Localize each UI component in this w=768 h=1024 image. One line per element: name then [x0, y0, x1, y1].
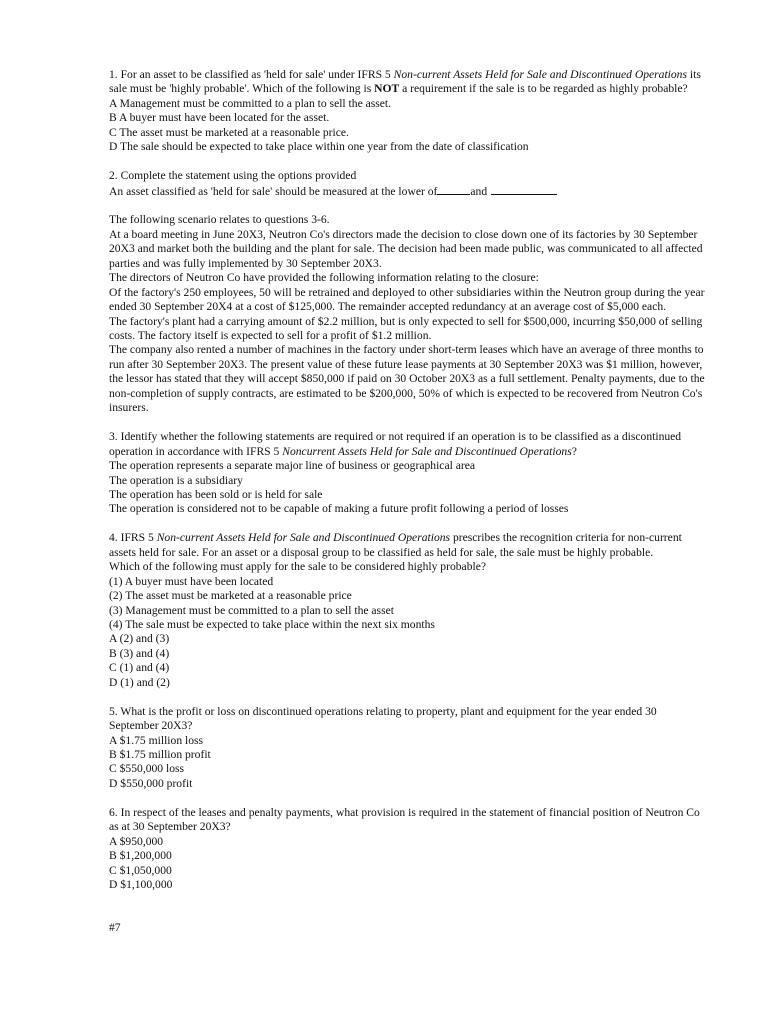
scenario-paragraph-4: The factory's plant had a carrying amount of $2.2 million, but is only expected to sell for $500,000, incurring $50,000 of selling costs. The factory itself is expected to sell for a profit of $1.2 million.	[109, 314, 703, 343]
question-4-criterion-3: (3) Management must be committed to a plan to sell the asset	[109, 603, 394, 617]
question-3	[109, 430, 709, 517]
question-5-option-b: B $1.75 million profit	[109, 747, 211, 761]
question-6-stem: 6. In respect of the leases and penalty payments, what provision is required in the statement of financial position of Neutron Co as at 30 September 20X3?	[109, 805, 700, 834]
question-4	[109, 531, 709, 690]
scenario-paragraph-1: At a board meeting in June 20X3, Neutron Co's directors made the decision to close down one of its factories by 30 September 20X3 and market both the building and the plant for sale. The decision had been made public, was communicated to all affected parties and was fully implemented by 30 September 20X3.	[109, 227, 703, 270]
question-6	[109, 806, 709, 893]
scenario	[109, 213, 709, 415]
question-4-stem: 4. IFRS 5 Non-current Assets Held for Sale and Discontinued Operations prescribes the recognition criteria for non-current assets held for sale. For an asset or a disposal group to be classified as held for sale, the sale must be highly probable.	[109, 531, 682, 559]
question-4-criterion-1: (1) A buyer must have been located	[109, 574, 274, 588]
question-5-option-a: A $1.75 million loss	[109, 733, 204, 747]
question-3-statement-1: The operation represents a separate major line of business or geographical area	[109, 459, 476, 473]
question-7-label: #7	[109, 921, 121, 935]
fill-blank-1[interactable]	[437, 184, 470, 195]
scenario-intro: The following scenario relates to questions 3-6.	[109, 213, 330, 227]
question-4-option-c: C (1) and (4)	[109, 661, 170, 675]
question-3-statement-4: The operation is considered not to be capable of making a future profit following a period of losses	[109, 502, 569, 516]
question-1-option-c: C The asset must be marketed at a reasonable price.	[109, 125, 349, 139]
question-5-option-d: D $550,000 profit	[109, 776, 193, 790]
question-1-option-d: D The sale should be expected to take place within one year from the date of classification	[109, 140, 529, 154]
question-7	[109, 921, 709, 935]
fill-blank-2[interactable]	[491, 184, 557, 195]
question-4-option-a: A (2) and (3)	[109, 632, 170, 646]
question-5-stem: 5. What is the profit or loss on discontinued operations relating to property, plant and equipment for the year ended 30 September 20X3?	[109, 704, 657, 733]
question-2	[109, 169, 709, 199]
question-5-option-c: C $550,000 loss	[109, 762, 185, 776]
scenario-paragraph-2: The directors of Neutron Co have provided the following information relating to the closure:	[109, 271, 539, 285]
question-6-option-c: C $1,050,000	[109, 863, 172, 877]
question-1	[109, 68, 709, 155]
scenario-paragraph-5: The company also rented a number of machines in the factory under short-term leases which have an average of three months to run after 30 September 20X3. The present value of these future lease payments at 30 September 20X3 was $1 million, however, the lessor has stated that they will accept $850,000 if paid on 30 October 20X3 as a full settlement. Penalty payments, due to the non-completion of supply contracts, are estimated to be $200,000, 50% of which is expected to be recovered from Neutron Co's insurers.	[109, 343, 705, 415]
question-5	[109, 705, 709, 792]
question-4-criterion-4: (4) The sale must be expected to take place within the next six months	[109, 617, 435, 631]
question-1-option-b: B A buyer must have been located for the asset.	[109, 111, 330, 125]
question-3-statement-3: The operation has been sold or is held for sale	[109, 487, 323, 501]
question-4-option-b: B (3) and (4)	[109, 646, 170, 660]
question-3-statement-2: The operation is a subsidiary	[109, 473, 243, 487]
question-3-stem: 3. Identify whether the following statements are required or not required if an operation is to be classified as a discontinued operation in accordance with IFRS 5 Noncurrent Assets Held for Sale and Discontinued Operations?	[109, 430, 682, 458]
question-6-option-a: A $950,000	[109, 834, 164, 848]
question-6-option-b: B $1,200,000	[109, 849, 172, 863]
scenario-paragraph-3: Of the factory's 250 employees, 50 will be retrained and deployed to other subsidiaries within the Neutron group during the year ended 30 September 20X4 at a cost of $125,000. The remainder accepted redundancy at an average cost of $5,000 each.	[109, 285, 705, 314]
question-4-option-d: D (1) and (2)	[109, 675, 170, 689]
question-6-option-d: D $1,100,000	[109, 878, 173, 891]
document-page	[109, 68, 709, 936]
question-2-instruction: 2. Complete the statement using the options provided	[109, 169, 357, 183]
question-2-statement: An asset classified as 'held for sale' should be measured at the lower of and	[109, 184, 709, 199]
question-4-question: Which of the following must apply for the sale to be considered highly probable?	[109, 560, 487, 574]
question-1-stem: 1. For an asset to be classified as 'held for sale' under IFRS 5 Non-current Assets Held for Sale and Discontinued Operations its sale must be 'highly probable'. Which of the following is NOT a requirement if the sale is to be regarded as highly probable?	[109, 68, 701, 96]
question-1-option-a: A Management must be committed to a plan to sell the asset.	[109, 96, 392, 110]
question-4-criterion-2: (2) The asset must be marketed at a reasonable price	[109, 589, 352, 603]
